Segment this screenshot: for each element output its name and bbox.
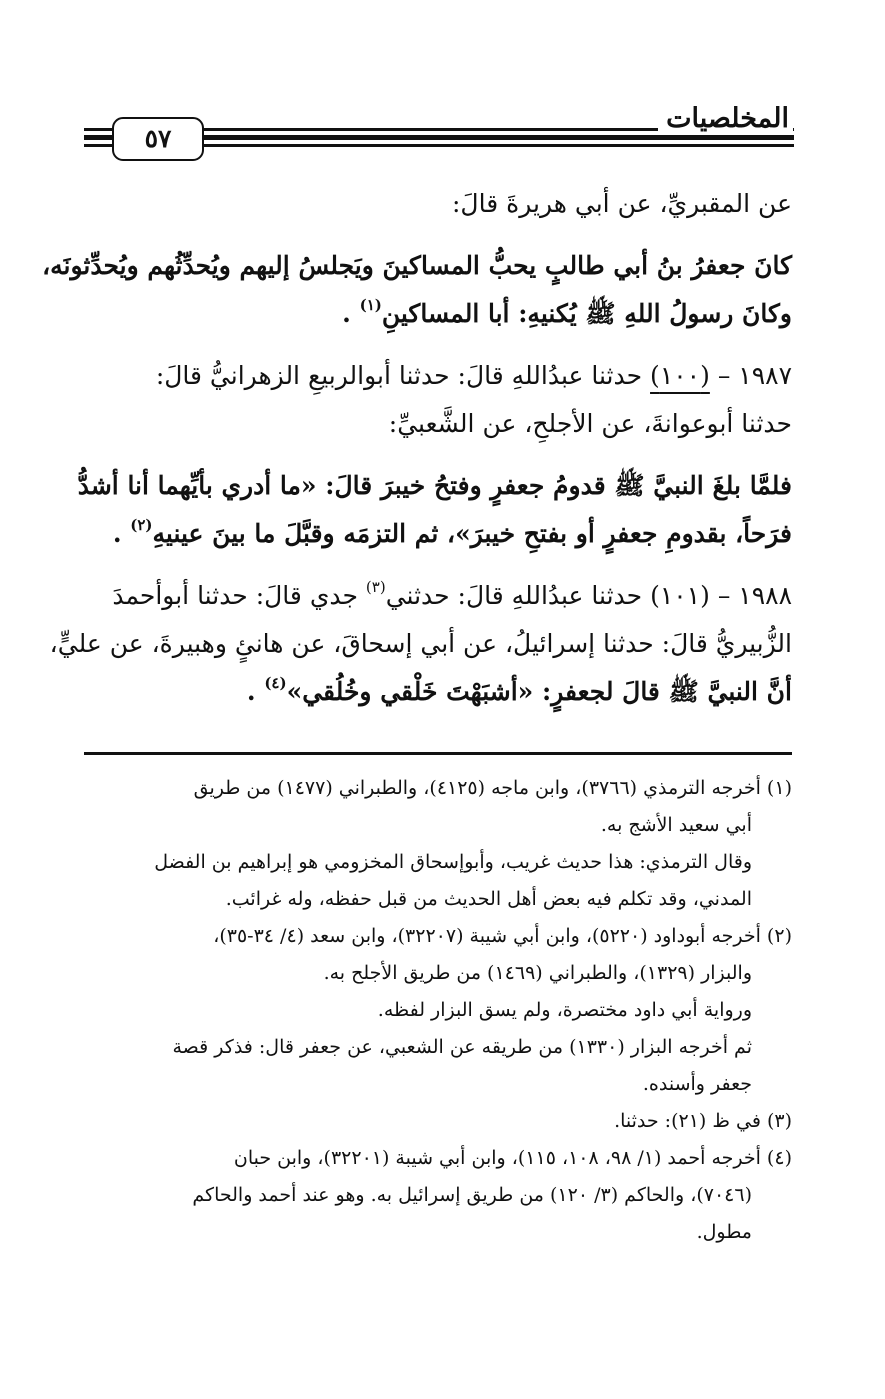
running-header: المخلصيات — [658, 104, 793, 134]
isnad-line: الزُّبيريُّ قالَ: حدثنا إسرائيلُ، عن أبي إسحاقَ، عن هانئٍ وهبيرةَ، عن عليٍّ، — [49, 629, 792, 658]
footnote-line: مطول. — [696, 1221, 752, 1243]
footnotes — [80, 770, 792, 1251]
footnote-line: أبي سعيد الأشج به. — [600, 814, 752, 836]
footnote-line: وقال الترمذي: هذا حديث غريب، وأبوإسحاق المخزومي هو إبراهيم بن الفضل — [154, 851, 752, 873]
footnote-line: (١) أخرجه الترمذي (٣٧٦٦)، وابن ماجه (٤١٢٥)، والطبراني (١٤٧٧) من طريق — [193, 777, 792, 799]
reference-number: (١٠٠) — [650, 361, 710, 390]
footnote-divider — [84, 752, 792, 755]
footnote-line: جعفر وأسنده. — [642, 1073, 752, 1095]
text-line: عن المقبريِّ، عن أبي هريرةَ قالَ: — [452, 189, 792, 218]
hadith-text: كانَ جعفرُ بنُ أبي طالبٍ يحبُّ المساكينَ ويَجلسُ إليهم ويُحدِّثُهم ويُحدِّثونَه، — [42, 251, 792, 280]
page-number: ٥٧ — [112, 117, 204, 161]
isnad-line: ١٩٨٨ – (١٠١) حدثنا عبدُاللهِ قالَ: حدثني$^{(٣)}$ جدي قالَ: حدثنا أبوأحمدَ — [112, 577, 792, 610]
footnote-line: والبزار (١٣٢٩)، والطبراني (١٤٦٩) من طريق الأجلح به. — [323, 962, 752, 984]
footnote-line: (٢) أخرجه أبوداود (٥٢٢٠)، وابن أبي شيبة (٣٢٢٠٧)، وابن سعد (٤/ ٣٤-٣٥)، — [213, 925, 792, 947]
footnote-line: (٧٠٤٦)، والحاكم (٣/ ١٢٠) من طريق إسرائيل به. وهو عند أحمد والحاكم — [192, 1184, 752, 1206]
footnote-line: ورواية أبي داود مختصرة، ولم يسق البزار لفظه. — [377, 999, 752, 1021]
hadith-text: وكانَ رسولُ اللهِ ﷺ يُكنيهِ: أبا المساكينِ$^{(١)}$ . — [342, 295, 792, 328]
footnote-line: (٣) في ظ (٢١): حدثنا. — [614, 1110, 792, 1132]
footnote-line: ثم أخرجه البزار (١٣٣٠) من طريقه عن الشعبي، عن جعفر قال: فذكر قصة — [172, 1036, 752, 1058]
hadith-text: أنَّ النبيَّ ﷺ قالَ لجعفرٍ: «أشبَهْتَ خَلْقي وخُلُقي»$^{(٤)}$ . — [246, 673, 792, 706]
main-text — [42, 180, 792, 716]
footnote-line: (٤) أخرجه أحمد (١/ ٩٨، ١٠٨، ١١٥)، وابن أبي شيبة (٣٢٢٠١)، وابن حبان — [233, 1147, 792, 1169]
isnad-line: ١٩٨٧ – (١٠٠) حدثنا عبدُاللهِ قالَ: حدثنا أبوالربيعِ الزهرانيُّ قالَ: — [155, 361, 792, 390]
hadith-text: فرَحاً، بقدومِ جعفرٍ أو بفتحِ خيبرَ»، ثم التزمَه وقبَّلَ ما بينَ عينيهِ$^{(٢)}$ . — [112, 515, 792, 548]
isnad-line: حدثنا أبوعوانةَ، عن الأجلحِ، عن الشَّعبيِّ: — [388, 409, 792, 438]
hadith-text: فلمَّا بلغَ النبيَّ ﷺ قدومُ جعفرٍ وفتحُ خيبرَ قالَ: «ما أدري بأيِّهما أنا أشدُّ — [77, 471, 792, 500]
footnote-line: المدني، وقد تكلم فيه بعض أهل الحديث من قبل حفظه، وله غرائب. — [225, 888, 752, 910]
